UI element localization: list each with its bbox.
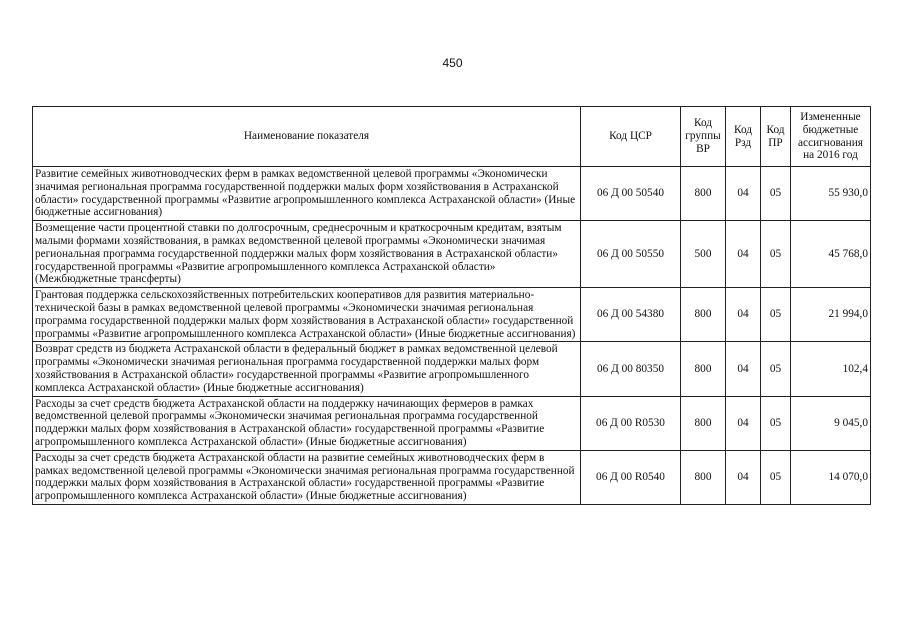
row-rzd: 04	[726, 396, 761, 450]
row-vr: 500	[681, 221, 726, 288]
row-amount: 9 045,0	[791, 396, 871, 450]
row-rzd: 04	[726, 342, 761, 396]
page-number: 450	[442, 56, 463, 70]
row-csr: 06 Д 00 50540	[581, 167, 681, 221]
row-amount: 14 070,0	[791, 450, 871, 504]
row-csr: 06 Д 00 R0540	[581, 450, 681, 504]
header-vr: Код группы ВР	[681, 107, 726, 167]
header-pr: Код ПР	[761, 107, 791, 167]
row-rzd: 04	[726, 221, 761, 288]
row-rzd: 04	[726, 288, 761, 342]
row-rzd: 04	[726, 450, 761, 504]
header-rzd: Код Рзд	[726, 107, 761, 167]
table-row	[33, 288, 871, 342]
row-name: Расходы за счет средств бюджета Астраханской области на поддержку начинающих фермеров в рамках ведомственной целевой программы «Экономически значимая региональная программа государственной поддержки малых форм хозяйствования в Астраханской области» государственной программы «Развитие агропромышленного комплекса Астраханской области» (Иные бюджетные ассигнования)	[33, 396, 581, 450]
table-header-row	[33, 107, 871, 167]
row-vr: 800	[681, 167, 726, 221]
budget-table	[32, 106, 871, 505]
header-amount: Измененные бюджетные ассигнования на 2016 год	[791, 107, 871, 167]
row-vr: 800	[681, 450, 726, 504]
row-pr: 05	[761, 396, 791, 450]
row-amount: 45 768,0	[791, 221, 871, 288]
row-pr: 05	[761, 221, 791, 288]
row-name: Развитие семейных животноводческих ферм в рамках ведомственной целевой программы «Экономически значимая региональная программа государственной поддержки малых форм хозяйствования в Астраханской области» государственной программы «Развитие агропромышленного комплекса Астраханской области» (Иные бюджетные ассигнования)	[33, 167, 581, 221]
table-row	[33, 167, 871, 221]
row-amount: 102,4	[791, 342, 871, 396]
row-name: Возврат средств из бюджета Астраханской области в федеральный бюджет в рамках ведомственной целевой программы «Экономически значимая региональная программа государственной поддержки малых форм хозяйствования в Астраханской области» государственной программы «Развитие агропромышленного комплекса Астраханской области» (Иные бюджетные ассигнования)	[33, 342, 581, 396]
row-pr: 05	[761, 450, 791, 504]
row-name: Возмещение части процентной ставки по долгосрочным, среднесрочным и краткосрочным кредитам, взятым малыми формами хозяйствования, в рамках ведомственной целевой программы «Экономически значимая региональная программа государственной поддержки малых форм хозяйствования в Астраханской области» государственной программы «Развитие агропромышленного комплекса Астраханской области» (Межбюджетные трансферты)	[33, 221, 581, 288]
row-pr: 05	[761, 167, 791, 221]
table-row	[33, 342, 871, 396]
row-pr: 05	[761, 342, 791, 396]
row-csr: 06 Д 00 54380	[581, 288, 681, 342]
row-rzd: 04	[726, 167, 761, 221]
row-pr: 05	[761, 288, 791, 342]
row-csr: 06 Д 00 80350	[581, 342, 681, 396]
table-row	[33, 396, 871, 450]
table-row	[33, 450, 871, 504]
row-vr: 800	[681, 342, 726, 396]
row-csr: 06 Д 00 R0530	[581, 396, 681, 450]
row-name: Расходы за счет средств бюджета Астраханской области на развитие семейных животноводческих ферм в рамках ведомственной целевой программы «Экономически значимая региональная программа государственной поддержки малых форм хозяйствования в Астраханской области» государственной программы «Развитие агропромышленного комплекса Астраханской области» (Иные бюджетные ассигнования)	[33, 450, 581, 504]
table-row	[33, 221, 871, 288]
row-amount: 21 994,0	[791, 288, 871, 342]
header-name: Наименование показателя	[33, 107, 581, 167]
row-name: Грантовая поддержка сельскохозяйственных потребительских кооперативов для развития материально-технической базы в рамках ведомственной целевой программы «Экономически значимая региональная программа государственной поддержки малых форм хозяйствования в Астраханской области» государственной программы «Развитие агропромышленного комплекса Астраханской области» (Иные бюджетные ассигнования)	[33, 288, 581, 342]
row-amount: 55 930,0	[791, 167, 871, 221]
header-csr: Код ЦСР	[581, 107, 681, 167]
row-vr: 800	[681, 396, 726, 450]
row-csr: 06 Д 00 50550	[581, 221, 681, 288]
row-vr: 800	[681, 288, 726, 342]
